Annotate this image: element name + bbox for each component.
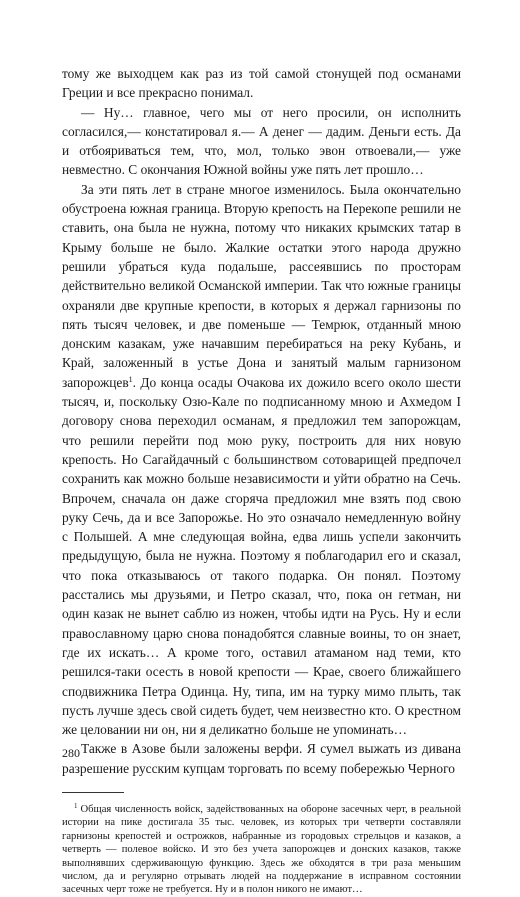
main-text (62, 64, 461, 778)
paragraph-1: тому же выходцем как раз из той самой стонущей под османами Греции и все прекрасно понимал. (62, 66, 461, 101)
paragraph-2: — Ну… главное, чего мы от него просили, он исполнить согласился,— констатировал я.— А денег — дадим. Деньги есть. Да и отбояриваться тем, что, мол, только эвон отвоевали,— уже невместно. С окончания Южной войны уже пять лет прошло… (62, 104, 461, 178)
paragraph-3 (62, 180, 461, 740)
page-number: 280 (62, 746, 80, 760)
book-page (62, 64, 461, 897)
footnote-marker: 1 (74, 801, 78, 810)
footnote-ref[interactable]: 1 (128, 374, 133, 384)
footnote-divider (62, 792, 124, 793)
paragraph-3-text: За эти пять лет в стране многое изменилось. Была окончательно обустроена южная граница. Вторую крепость на Перекопе решили не ставить, она была не нужна, потому что никаких крымских татар в Крыму больше не было. Жалкие остатки этого народа дружно решили убраться куда подальше, рассеявшись по просторам действительно великой Османской империи. Так что южные границы охраняли две крупные крепости, в которых я держал гарнизоны по пять тысяч человек, и две поменьше — Темрюк, отданный мною донским казакам, уже начавшим перебираться на реку Кубань, и Край, заложенный в устье Дона и занятый малым гарнизоном запорожцев (62, 181, 461, 390)
footnote-text: Общая численность войск, задействованных на обороне засечных черт, в реальной истории на пике достигала 35 тыс. человек, из которых три четверти составляли гарнизоны крепостей и острожков, набранные из городовых стрельцов и казаков, а четверть — полевое войско. И это без учета запорожцев и донских казаков, также выполнявших сдерживающую функцию. Здесь же обходятся в три раза меньшим числом, да и регулярно отрывать людей на поддержание в исправном состоянии засечных черт тоже не требуется. Ну и в полон никого не имают… (62, 803, 461, 896)
footnote (62, 803, 461, 897)
paragraph-3-continued: . До конца осады Очакова их дожило всего около шести тысяч, и, поскольку Озю-Кале по подписанному мною и Ахмедом I договору снова переходил османам, я предложил тем запорожцам, что решили перейти под мою руку, построить для них новую крепость. Но Сагайдачный с большинством сотоварищей предпочел сохранить как можно больше независимости и уйти обратно на Сечь. Впрочем, сначала он даже сгоряча предложил мне взять под свою руку Сечь, да и все Запорожье. Но это означало немедленную войну с Полышей. А мне следующая война, едва лишь успели закончить предыдущую, была не нужна. Поэтому я поблагодарил его и сказал, что пока отказываюсь от такого подарка. Он понял. Поэтому расстались мы друзьями, и Петро сказал, что, пока он гетман, ни один казак не вынет саблю из ножен, чтобы идти на Русь. Ну и если православному царю снова понадобятся славные воины, то он знает, где их искать… А кроме того, оставил атаманом над теми, кто решился-таки осесть в новой крепости — Крае, своего ближайшего сподвижника Петра Одинца. Ну, типа, им на турку мимо плыть, так пусть лучше здесь свой сидеть будет, чем неизвестно кто. О крестном же целовании ни он, ни я деликатно больше не упоминать… (62, 374, 461, 738)
paragraph-4: Также в Азове были заложены верфи. Я сумел выжать из дивана разрешение русским купцам торговать по всему побережью Черного (62, 741, 461, 776)
